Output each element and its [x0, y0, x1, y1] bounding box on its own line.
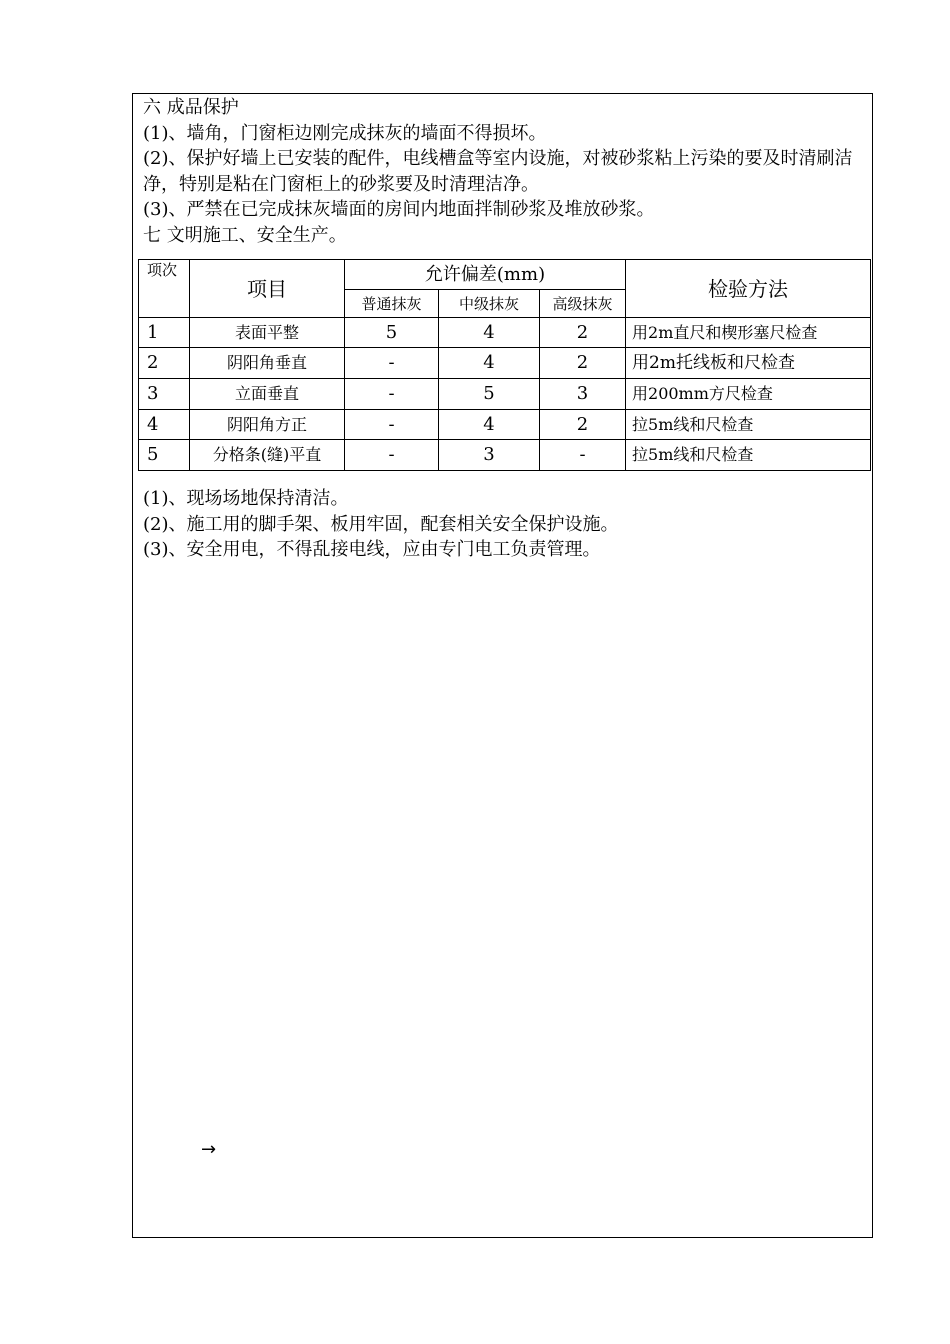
row-normal: - — [345, 379, 439, 410]
table-row — [139, 410, 871, 440]
header-item: 项目 — [190, 260, 345, 318]
row-medium: 5 — [439, 379, 540, 410]
section-6-item-3: (3)、严禁在已完成抹灰墙面的房间内地面拌制砂浆及堆放砂浆。 — [143, 199, 655, 220]
table-row — [139, 379, 871, 410]
row-medium: 4 — [439, 410, 540, 440]
tolerance-table — [138, 259, 871, 471]
section-7-item-1: (1)、现场场地保持清洁。 — [143, 488, 349, 509]
section-7-items — [143, 486, 619, 563]
row-normal: - — [345, 410, 439, 440]
header-medium: 中级抹灰 — [439, 290, 540, 318]
row-item: 立面垂直 — [190, 379, 345, 410]
row-normal: - — [345, 348, 439, 379]
header-normal: 普通抹灰 — [345, 290, 439, 318]
row-index: 1 — [139, 318, 190, 348]
section-6 — [143, 95, 868, 248]
row-high: 3 — [540, 379, 626, 410]
row-item: 阴阳角方正 — [190, 410, 345, 440]
row-method: 用2m直尺和楔形塞尺检查 — [626, 318, 871, 348]
arrow-icon: → — [201, 1139, 217, 1160]
document-frame — [132, 93, 873, 1238]
section-7-item-2: (2)、施工用的脚手架、板用牢固，配套相关安全保护设施。 — [143, 513, 619, 535]
row-medium: 4 — [439, 318, 540, 348]
section-6-heading: 六 成品保护 — [143, 97, 239, 118]
row-index: 3 — [139, 379, 190, 410]
header-method: 检验方法 — [626, 260, 871, 318]
row-item: 表面平整 — [190, 318, 345, 348]
row-method: 拉5m线和尺检查 — [626, 440, 871, 471]
row-method: 用2m托线板和尺检查 — [626, 348, 871, 379]
row-high: - — [540, 440, 626, 471]
table-row — [139, 440, 871, 471]
section-7-heading: 七 文明施工、安全生产。 — [143, 224, 347, 246]
table-row — [139, 348, 871, 379]
row-method: 用200mm方尺检查 — [626, 379, 871, 410]
header-high: 高级抹灰 — [540, 290, 626, 318]
table-row — [139, 318, 871, 348]
row-high: 2 — [540, 410, 626, 440]
table-header-row — [139, 260, 871, 290]
header-index: 项次 — [139, 260, 190, 318]
header-tolerance: 允许偏差(mm) — [345, 260, 626, 290]
section-7-item-3: (3)、安全用电，不得乱接电线，应由专门电工负责管理。 — [143, 539, 601, 560]
row-high: 2 — [540, 318, 626, 348]
row-index: 5 — [139, 440, 190, 471]
row-normal: 5 — [345, 318, 439, 348]
row-medium: 4 — [439, 348, 540, 379]
row-normal: - — [345, 440, 439, 471]
row-item: 分格条(缝)平直 — [190, 440, 345, 471]
row-index: 2 — [139, 348, 190, 379]
row-method: 拉5m线和尺检查 — [626, 410, 871, 440]
row-high: 2 — [540, 348, 626, 379]
row-medium: 3 — [439, 440, 540, 471]
section-6-item-1: (1)、墙角，门窗柜边刚完成抹灰的墙面不得损坏。 — [143, 122, 547, 144]
section-6-item-2: (2)、保护好墙上已安装的配件，电线槽盒等室内设施，对被砂浆粘上污染的要及时清刷洁净，特别是粘在门窗柜上的砂浆要及时清理洁净。 — [143, 148, 853, 195]
row-item: 阴阳角垂直 — [190, 348, 345, 379]
row-index: 4 — [139, 410, 190, 440]
